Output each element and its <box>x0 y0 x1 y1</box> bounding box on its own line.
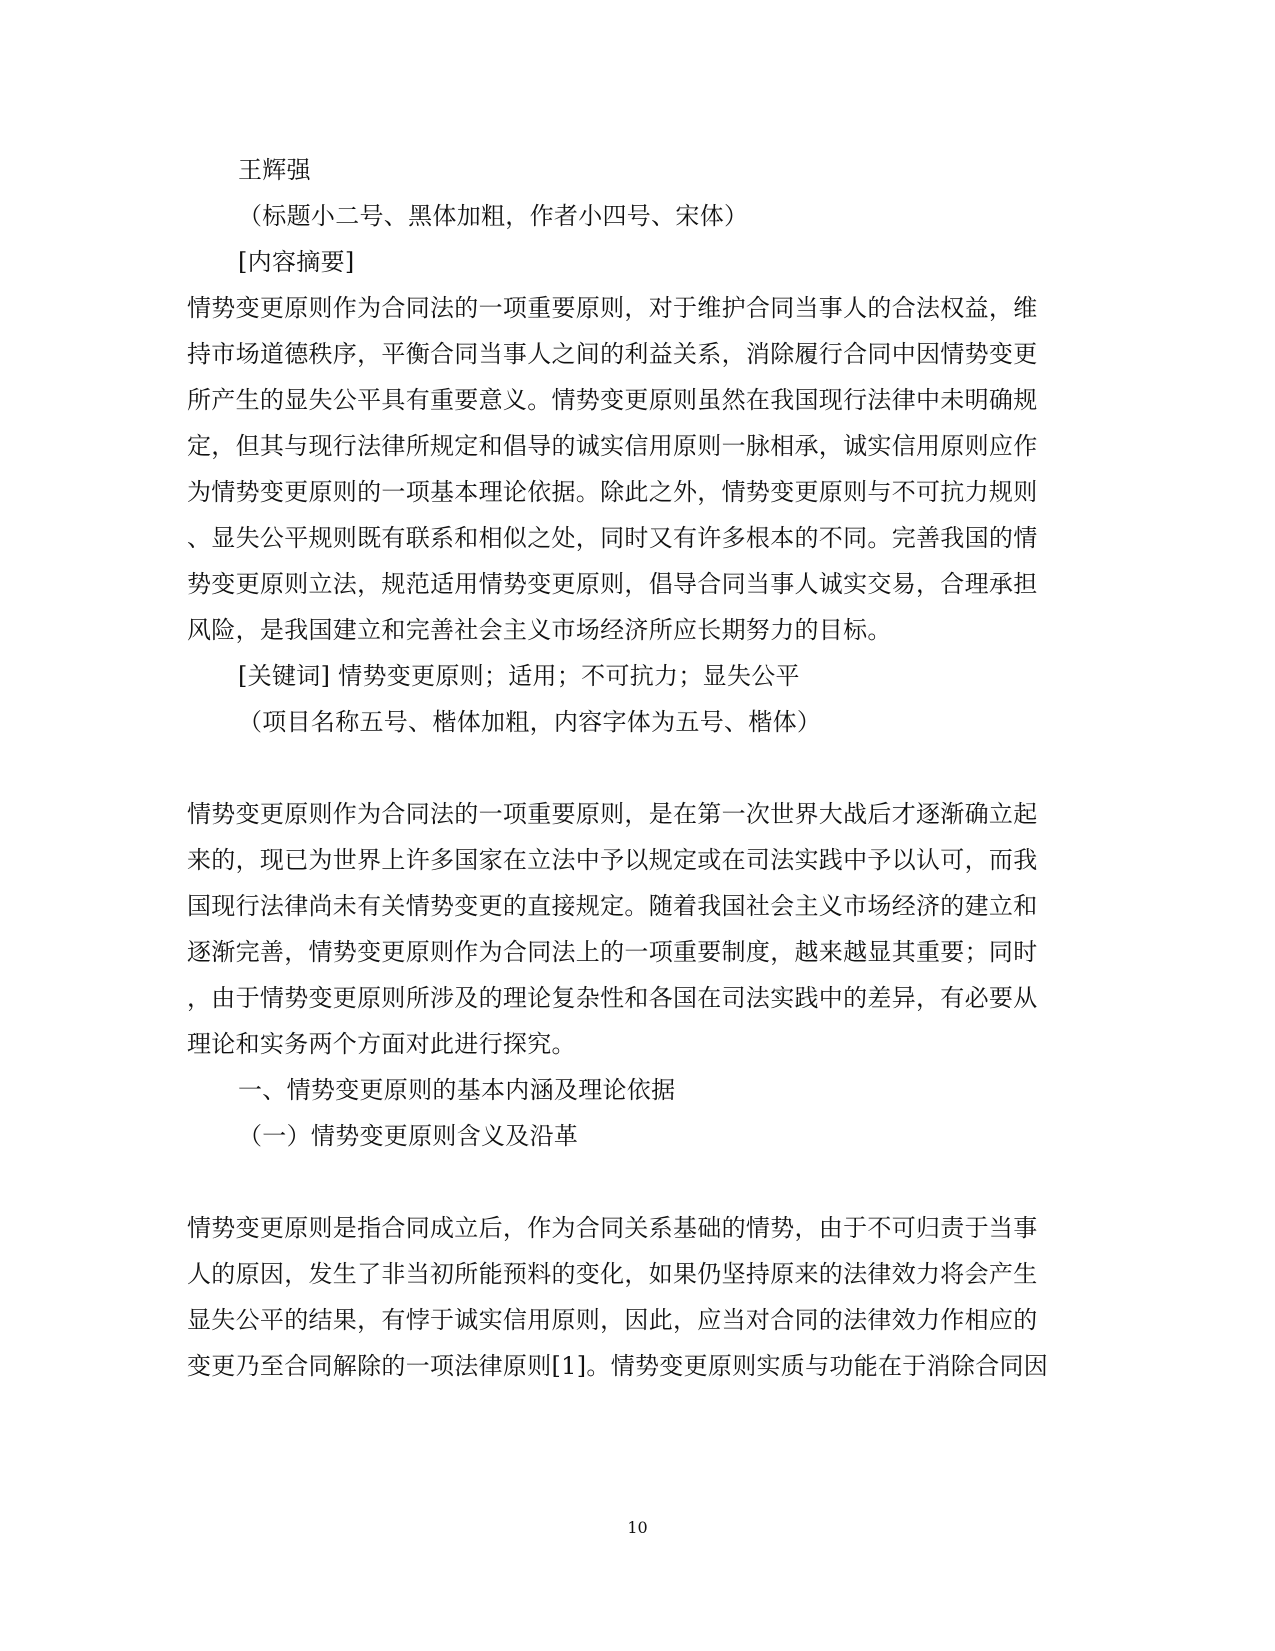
abstract-line: 为情势变更原则的一项基本理论依据。除此之外，情势变更原则与不可抗力规则 <box>187 478 1038 506</box>
abstract-line: 所产生的显失公平具有重要意义。情势变更原则虽然在我国现行法律中未明确规 <box>187 386 1038 414</box>
abstract-line: 势变更原则立法，规范适用情势变更原则，倡导合同当事人诚实交易，合理承担 <box>187 570 1038 598</box>
page-number: 10 <box>627 1518 648 1537</box>
paragraph-line: 情势变更原则是指合同成立后，作为合同关系基础的情势，由于不可归责于当事 <box>187 1214 1038 1242</box>
keywords: [关键词] 情势变更原则；适用；不可抗力；显失公平 <box>238 662 800 690</box>
keywords-format-note: （项目名称五号、楷体加粗，内容字体为五号、楷体） <box>238 708 822 736</box>
paragraph-line: 人的原因，发生了非当初所能预料的变化，如果仍坚持原来的法律效力将会产生 <box>187 1260 1038 1288</box>
paragraph-line: ，由于情势变更原则所涉及的理论复杂性和各国在司法实践中的差异，有必要从 <box>187 984 1038 1012</box>
abstract-label: [内容摘要] <box>238 248 355 276</box>
abstract-line: 情势变更原则作为合同法的一项重要原则，对于维护合同当事人的合法权益，维 <box>187 294 1038 322</box>
abstract-line: 、显失公平规则既有联系和相似之处，同时又有许多根本的不同。完善我国的情 <box>187 524 1038 552</box>
paragraph-line: 情势变更原则作为合同法的一项重要原则，是在第一次世界大战后才逐渐确立起 <box>187 800 1038 828</box>
author-name: 王辉强 <box>238 156 311 184</box>
paragraph-line: 变更乃至合同解除的一项法律原则[1]。情势变更原则实质与功能在于消除合同因 <box>187 1352 1049 1380</box>
abstract-line: 持市场道德秩序，平衡合同当事人之间的利益关系，消除履行合同中因情势变更 <box>187 340 1038 368</box>
title-format-note: （标题小二号、黑体加粗，作者小四号、宋体） <box>238 202 749 230</box>
section-heading: 一、情势变更原则的基本内涵及理论依据 <box>238 1076 676 1104</box>
paragraph-line: 国现行法律尚未有关情势变更的直接规定。随着我国社会主义市场经济的建立和 <box>187 892 1038 920</box>
paragraph-line: 来的，现已为世界上许多国家在立法中予以规定或在司法实践中予以认可，而我 <box>187 846 1038 874</box>
paragraph-line: 逐渐完善，情势变更原则作为合同法上的一项重要制度，越来越显其重要；同时 <box>187 938 1038 966</box>
subsection-heading: （一）情势变更原则含义及沿革 <box>238 1122 579 1150</box>
paragraph-line: 理论和实务两个方面对此进行探究。 <box>187 1030 576 1058</box>
abstract-line: 风险，是我国建立和完善社会主义市场经济所应长期努力的目标。 <box>187 616 892 644</box>
abstract-line: 定，但其与现行法律所规定和倡导的诚实信用原则一脉相承，诚实信用原则应作 <box>187 432 1038 460</box>
paragraph-line: 显失公平的结果，有悖于诚实信用原则，因此，应当对合同的法律效力作相应的 <box>187 1306 1038 1334</box>
